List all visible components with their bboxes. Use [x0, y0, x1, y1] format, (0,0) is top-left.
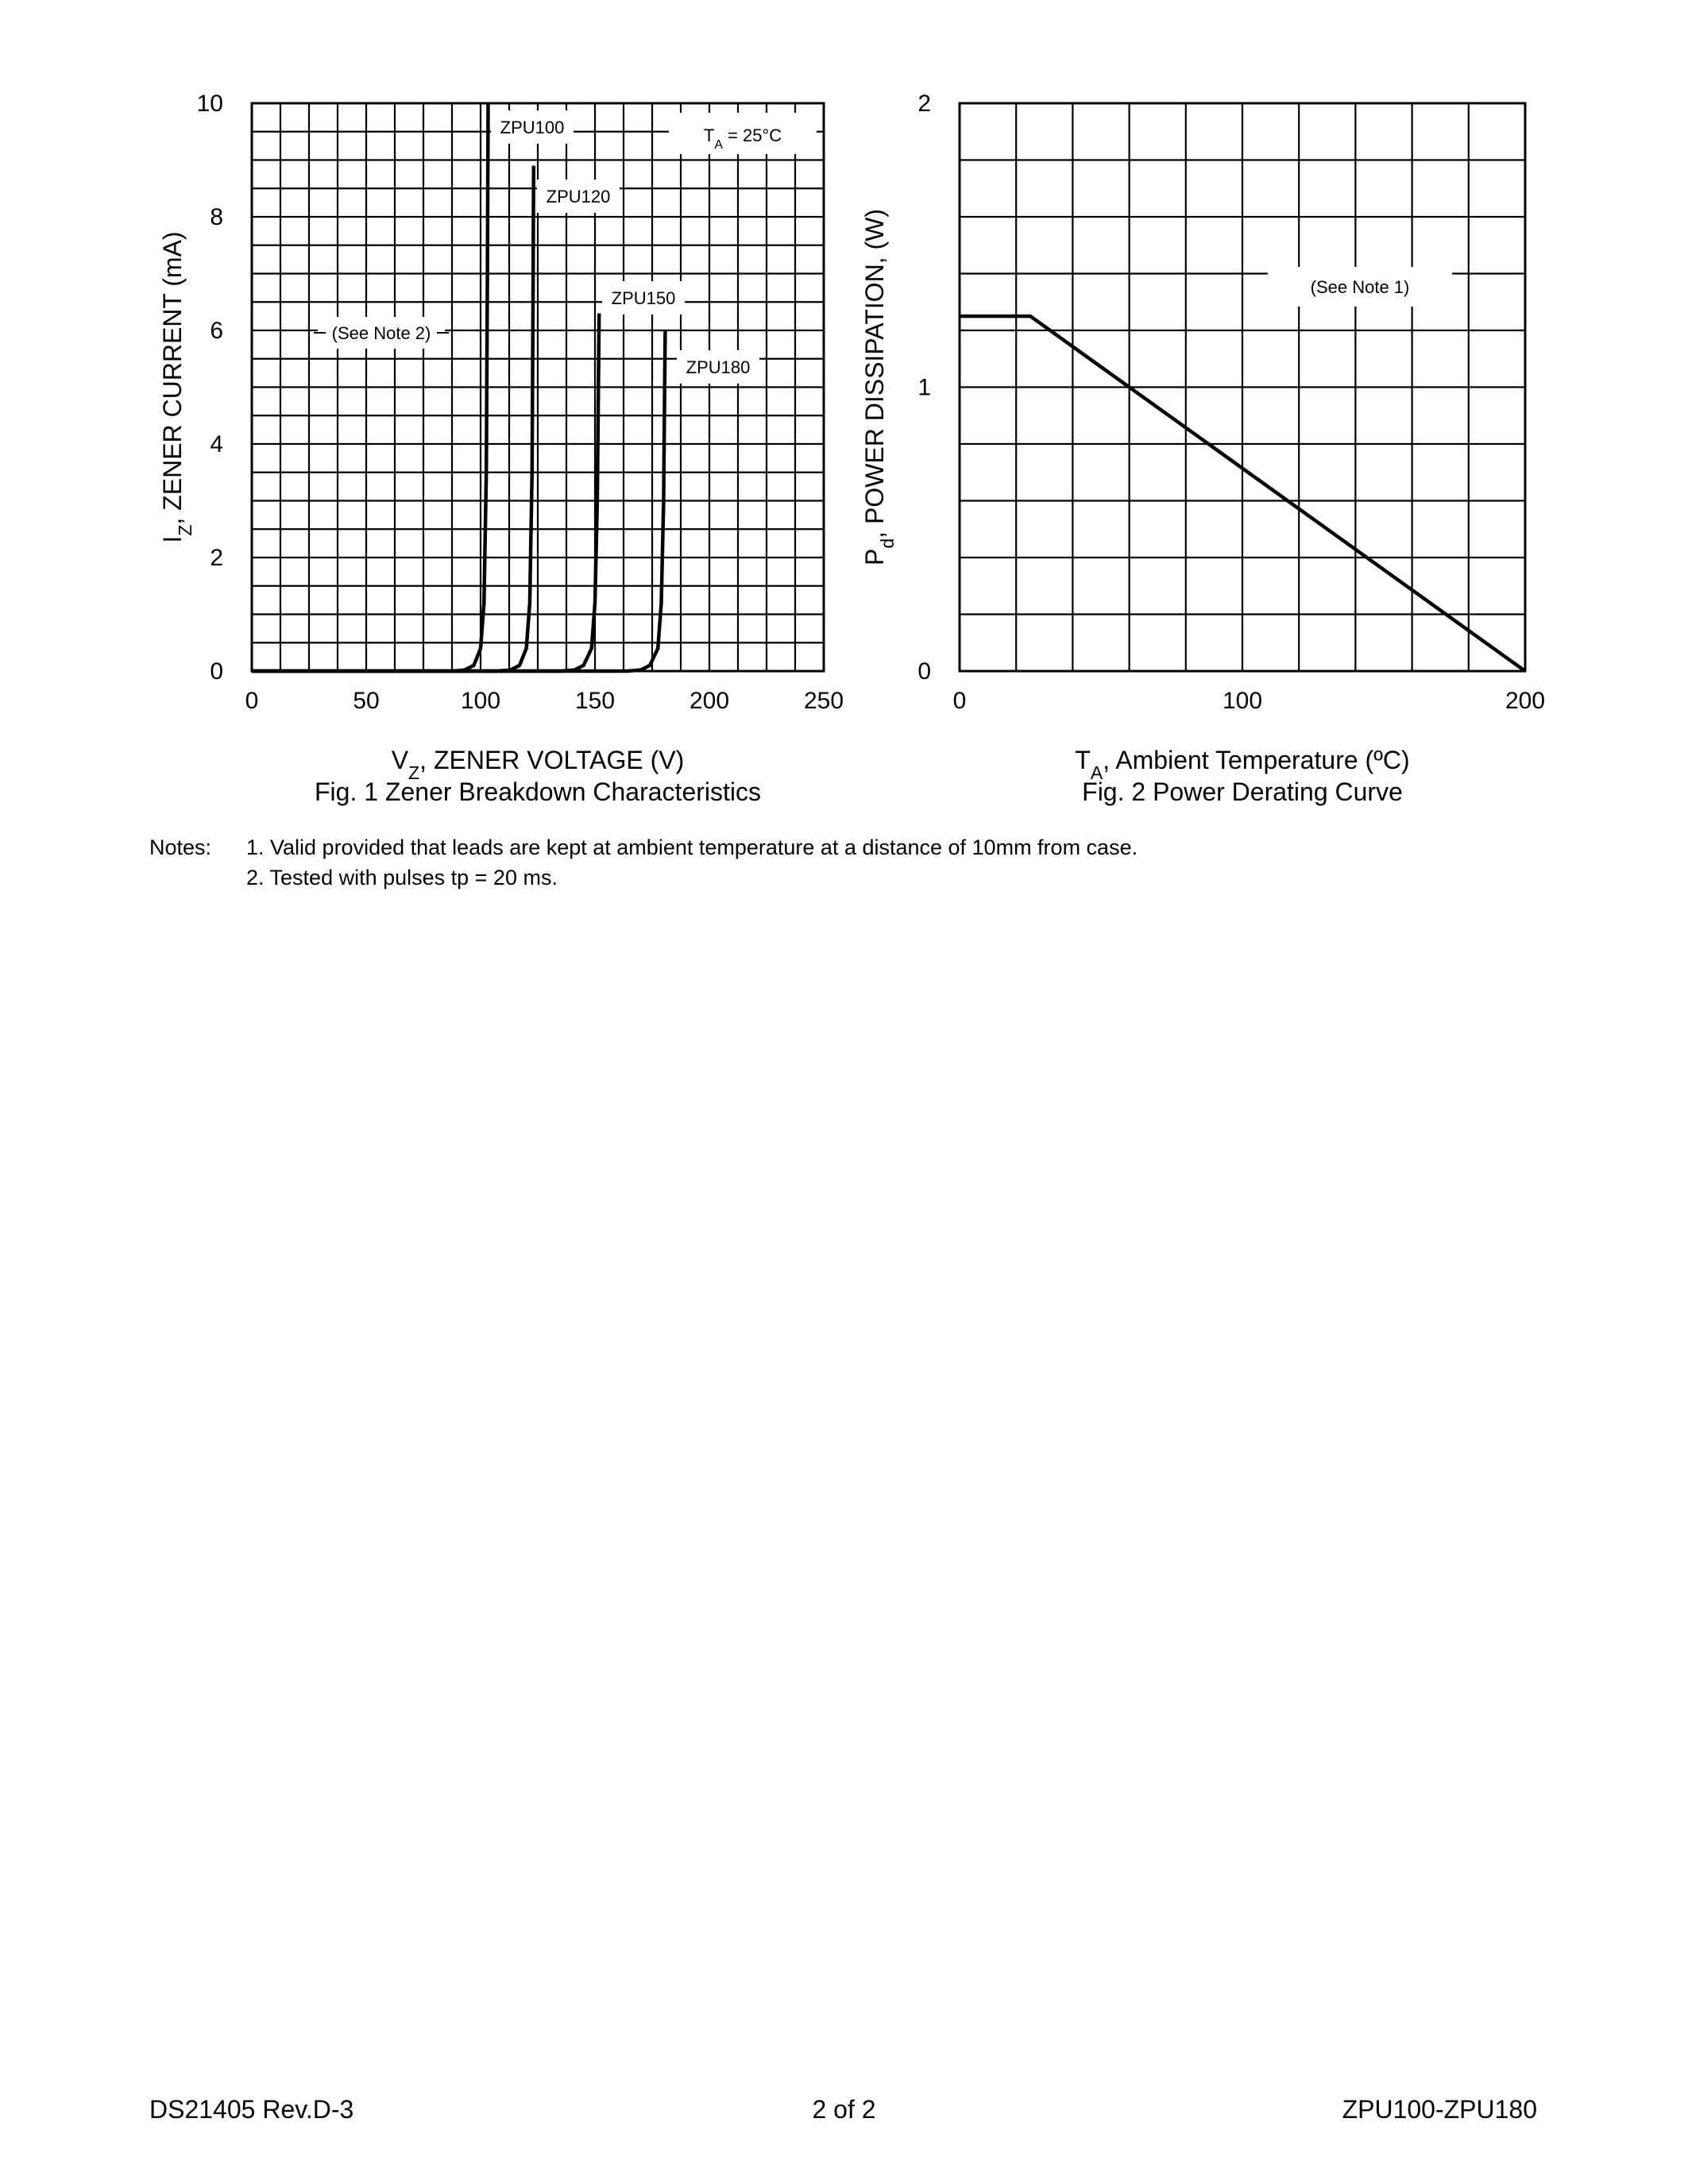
chart-title: Fig. 1 Zener Breakdown Characteristics: [315, 778, 761, 806]
series-label-zpu180: ZPU180: [686, 357, 751, 377]
fig1-chart: [158, 91, 844, 806]
footer-doc-id: DS21405 Rev.D-3: [149, 2095, 354, 2124]
series-line-zpu120: [252, 166, 534, 671]
y-tick-label: 1: [917, 374, 931, 401]
footer-page-number: 2 of 2: [812, 2095, 876, 2124]
x-tick-label: 200: [689, 688, 730, 714]
x-tick-label: 50: [353, 688, 380, 714]
x-tick-label: 100: [1222, 688, 1263, 714]
y-axis-label: $P_d$, POWER DISSIPATION, (W): [860, 209, 898, 565]
ta-annotation: $T_A = 25^\circ C$: [703, 125, 782, 152]
x-tick-label: 250: [803, 688, 844, 714]
series-line-zpu150: [252, 314, 599, 671]
x-tick-label: 100: [460, 688, 501, 714]
fig2-chart: [860, 91, 1545, 806]
series-label-zpu100: ZPU100: [500, 118, 565, 137]
notes-list: [246, 832, 1517, 893]
charts-figure: [0, 0, 1688, 874]
y-tick-label: 8: [210, 204, 223, 230]
y-tick-label: 6: [210, 318, 223, 344]
note-2: 2. Tested with pulses tp = 20 ms.: [246, 866, 558, 889]
x-tick-label: 0: [952, 688, 967, 714]
notes-header: Notes:: [149, 835, 212, 859]
y-tick-label: 10: [196, 91, 223, 117]
chart-title: Fig. 2 Power Derating Curve: [1082, 778, 1403, 806]
x-axis-label: $V_Z$, ZENER VOLTAGE (V): [391, 746, 685, 783]
see-note-2-annotation: (See Note 2): [331, 323, 431, 343]
y-axis-label: $I_Z$, ZENER CURRENT (mA): [158, 231, 195, 543]
y-tick-label: 0: [210, 658, 223, 685]
y-tick-label: 4: [210, 431, 223, 457]
series-label-zpu120: ZPU120: [546, 187, 611, 206]
x-tick-label: 150: [574, 688, 616, 714]
note-1: 1. Valid provided that leads are kept at ambient temperature at a distance of 10mm from case.: [246, 835, 1138, 859]
see-note-1-annotation: (See Note 1): [1310, 277, 1410, 297]
y-tick-label: 0: [917, 658, 931, 685]
y-tick-label: 2: [917, 91, 931, 117]
x-axis-label: $T_A$, Ambient Temperature (ºC): [1075, 746, 1410, 783]
x-tick-label: 200: [1505, 688, 1546, 714]
footer-part-range: ZPU100-ZPU180: [1342, 2095, 1537, 2124]
x-tick-label: 0: [245, 688, 259, 714]
series-label-zpu150: ZPU150: [611, 288, 676, 308]
y-tick-label: 2: [210, 545, 223, 571]
